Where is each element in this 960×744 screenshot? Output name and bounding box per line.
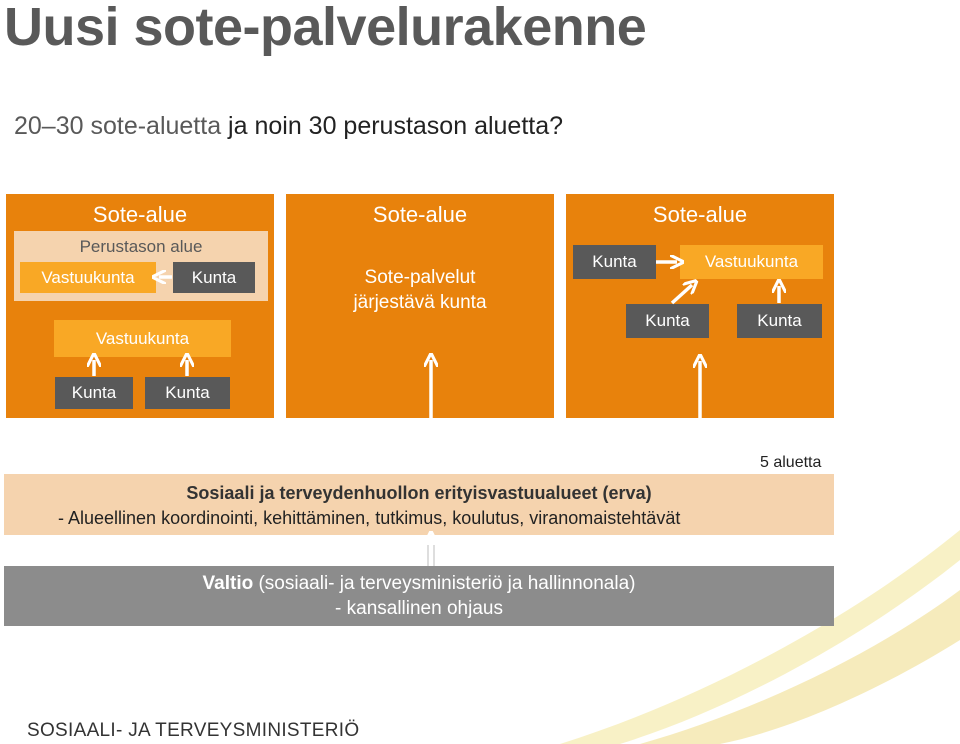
sote-text-line-2: järjestävä kunta — [353, 292, 487, 313]
right-kunta-box-right: Kunta — [737, 304, 822, 338]
right-vastuukunta-box: Vastuukunta — [680, 245, 823, 279]
valtio-bold: Valtio — [202, 573, 254, 594]
perustaso-label: Perustason alue — [79, 237, 203, 256]
sote-text-line-1: Sote-palvelut — [364, 267, 476, 288]
left-kunta-box-2: Kunta — [145, 377, 230, 409]
panel-right-title: Sote-alue — [652, 202, 748, 227]
perustaso-vastuukunta-box: Vastuukunta — [20, 262, 156, 293]
arrow-right-kunta-mid-diag — [672, 285, 692, 303]
subtitle-rest: ja noin 30 perustason aluetta? — [221, 112, 564, 140]
valtio-rest: (sosiaali- ja terveysministeriö ja hallinnonala) — [253, 573, 636, 594]
perustaso-kunta-box: Kunta — [173, 262, 255, 293]
right-kunta-box-mid: Kunta — [626, 304, 709, 338]
left-kunta-box-1: Kunta — [55, 377, 133, 409]
footer-ministry-logo: SOSIAALI- JA TERVEYSMINISTERIÖ — [27, 720, 360, 741]
right-kunta-box-top: Kunta — [573, 245, 656, 279]
panel-middle-title: Sote-alue — [372, 202, 468, 227]
page-title: Uusi sote-palvelurakenne — [4, 0, 647, 57]
panel-left-title: Sote-alue — [92, 202, 188, 227]
erva-count-label: 5 aluetta — [760, 454, 822, 471]
erva-description: - Alueellinen koordinointi, kehittäminen, tutkimus, koulutus, viranomaistehtävät — [58, 508, 681, 528]
erva-title: Sosiaali ja terveydenhuollon erityisvastuualueet (erva) — [186, 483, 652, 503]
subtitle-highlight: 20–30 sote-aluetta — [14, 112, 222, 140]
valtio-line-2: - kansallinen ohjaus — [335, 598, 503, 619]
left-vastuukunta-box: Vastuukunta — [54, 320, 231, 357]
